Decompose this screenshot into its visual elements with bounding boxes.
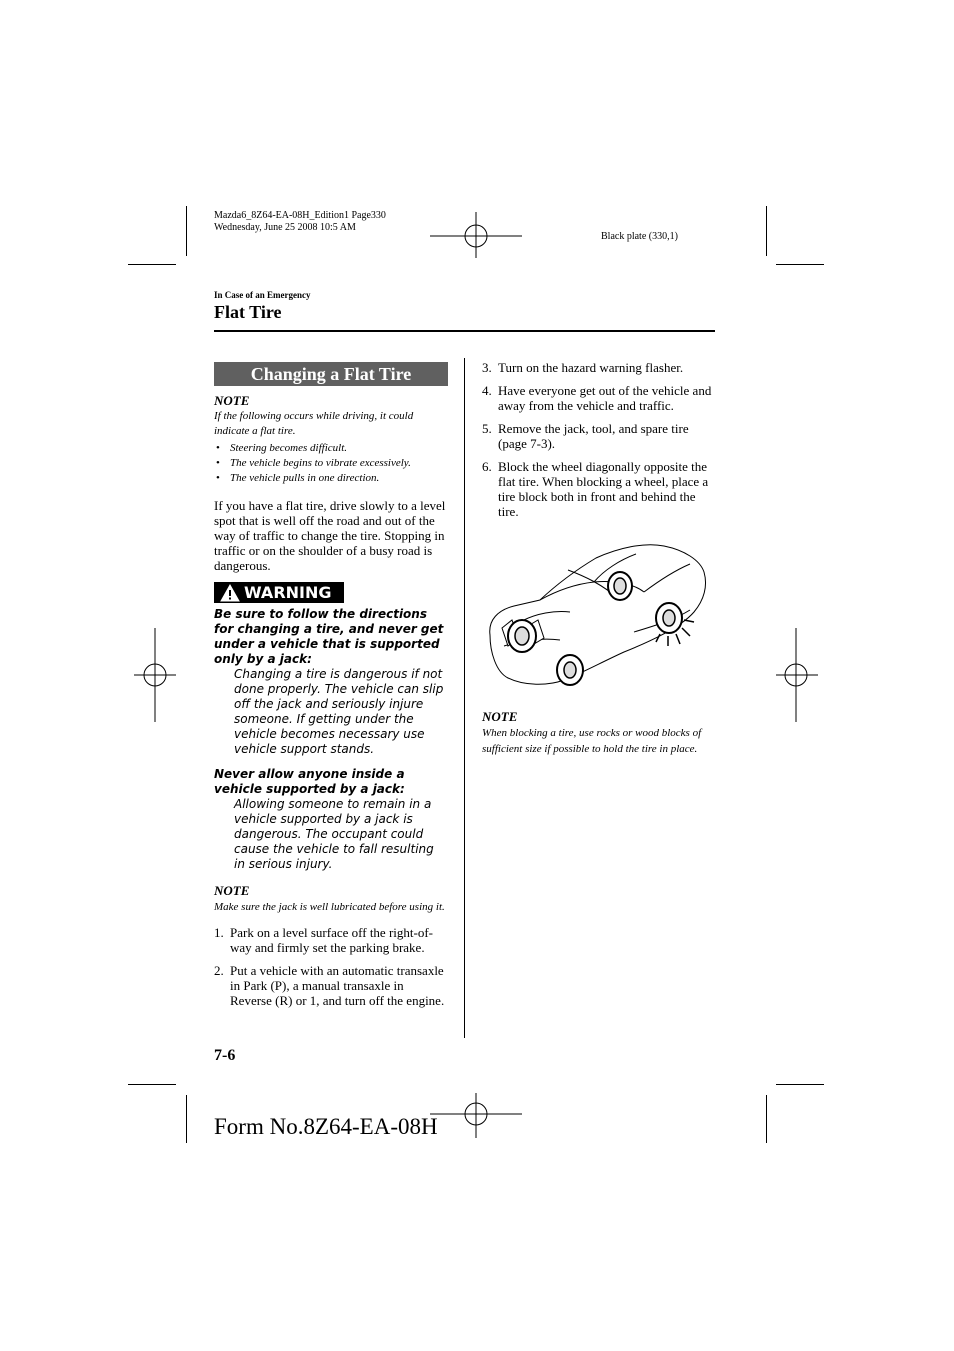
step-text: Turn on the hazard warning flasher. bbox=[498, 360, 684, 375]
list-item bbox=[482, 383, 714, 413]
step-number: 2. bbox=[214, 963, 224, 978]
warning-item-heading: Never allow anyone inside a vehicle supported by a jack: bbox=[214, 767, 405, 796]
page-number: 7-6 bbox=[214, 1047, 236, 1064]
step-text: Have everyone get out of the vehicle and away from the vehicle and traffic. bbox=[498, 383, 712, 413]
section-heading: Changing a Flat Tire bbox=[214, 362, 448, 386]
warning-item-body: Allowing someone to remain in a vehicle supported by a jack is dangerous. The occupant could cause the vehicle to fall resulting in serious injury. bbox=[234, 797, 434, 871]
note-block bbox=[214, 883, 448, 915]
note-text: Make sure the jack is well lubricated before using it. bbox=[214, 901, 445, 913]
note-bullet-list bbox=[214, 441, 448, 486]
note-text: When blocking a tire, use rocks or wood blocks of sufficient size if possible to hold the tire in place. bbox=[482, 727, 702, 755]
list-item: • Steering becomes difficult. bbox=[214, 441, 448, 456]
step-number: 1. bbox=[214, 925, 224, 940]
header-rule bbox=[214, 330, 715, 332]
step-number: 6. bbox=[482, 459, 492, 474]
step-text: Put a vehicle with an automatic transaxle in Park (P), a manual transaxle in Reverse (R) or 1, and turn off the engine. bbox=[230, 963, 445, 1008]
step-number: 5. bbox=[482, 421, 492, 436]
list-item bbox=[482, 360, 714, 375]
right-note-block bbox=[482, 709, 716, 757]
intro-paragraph: If you have a flat tire, drive slowly to a level spot that is well off the road and out of the way of traffic to change the tire. Stopping in traffic or on the shoulder of a busy road is dangerous. bbox=[214, 498, 446, 573]
steps-list bbox=[214, 925, 448, 1008]
print-header-line2: Wednesday, June 25 2008 10:5 AM bbox=[214, 222, 356, 233]
warning-item-heading: Be sure to follow the directions for changing a tire, and never get under a vehicle that is supported only by a jack: bbox=[214, 607, 444, 666]
warning-label: WARNING bbox=[244, 583, 332, 602]
warning-triangle-icon bbox=[220, 584, 240, 602]
list-item bbox=[482, 421, 714, 451]
page-title: Flat Tire bbox=[214, 302, 282, 322]
step-text: Remove the jack, tool, and spare tire (page 7-3). bbox=[498, 421, 689, 451]
warning-item-body: Changing a tire is dangerous if not done properly. The vehicle can slip off the jack and seriously injure someone. If getting under the vehicle becomes necessary use vehicle support stands. bbox=[234, 667, 444, 756]
list-item bbox=[482, 459, 714, 519]
note-text: If the following occurs while driving, it could indicate a flat tire. bbox=[214, 410, 414, 437]
warning-item bbox=[214, 607, 448, 757]
plate-label: Black plate (330,1) bbox=[601, 231, 678, 242]
right-column bbox=[482, 360, 714, 527]
step-text: Park on a level surface off the right-of-way and firmly set the parking brake. bbox=[230, 925, 433, 955]
column-divider bbox=[464, 358, 465, 1038]
note-block bbox=[214, 393, 448, 486]
list-item bbox=[214, 963, 448, 1008]
note-title: NOTE bbox=[214, 393, 250, 408]
list-item: • The vehicle pulls in one direction. bbox=[214, 471, 448, 486]
warning-item bbox=[214, 767, 448, 872]
step-number: 4. bbox=[482, 383, 492, 398]
print-header bbox=[214, 210, 386, 234]
section-label: In Case of an Emergency bbox=[214, 290, 311, 300]
note-title: NOTE bbox=[214, 883, 250, 898]
step-text: Block the wheel diagonally opposite the flat tire. When blocking a wheel, place a tire block both in front and behind the tire. bbox=[498, 459, 709, 519]
step-number: 3. bbox=[482, 360, 492, 375]
print-header-line1: Mazda6_8Z64-EA-08H_Edition1 Page330 bbox=[214, 210, 386, 221]
car-tire-block-illustration bbox=[484, 540, 710, 690]
note-title: NOTE bbox=[482, 709, 518, 724]
form-number: Form No.8Z64-EA-08H bbox=[214, 1114, 438, 1139]
steps-list bbox=[482, 360, 714, 519]
warning-block bbox=[214, 582, 448, 872]
warning-header bbox=[214, 582, 344, 603]
left-column bbox=[214, 362, 448, 1016]
list-item: • The vehicle begins to vibrate excessively. bbox=[214, 456, 448, 471]
list-item bbox=[214, 925, 448, 955]
